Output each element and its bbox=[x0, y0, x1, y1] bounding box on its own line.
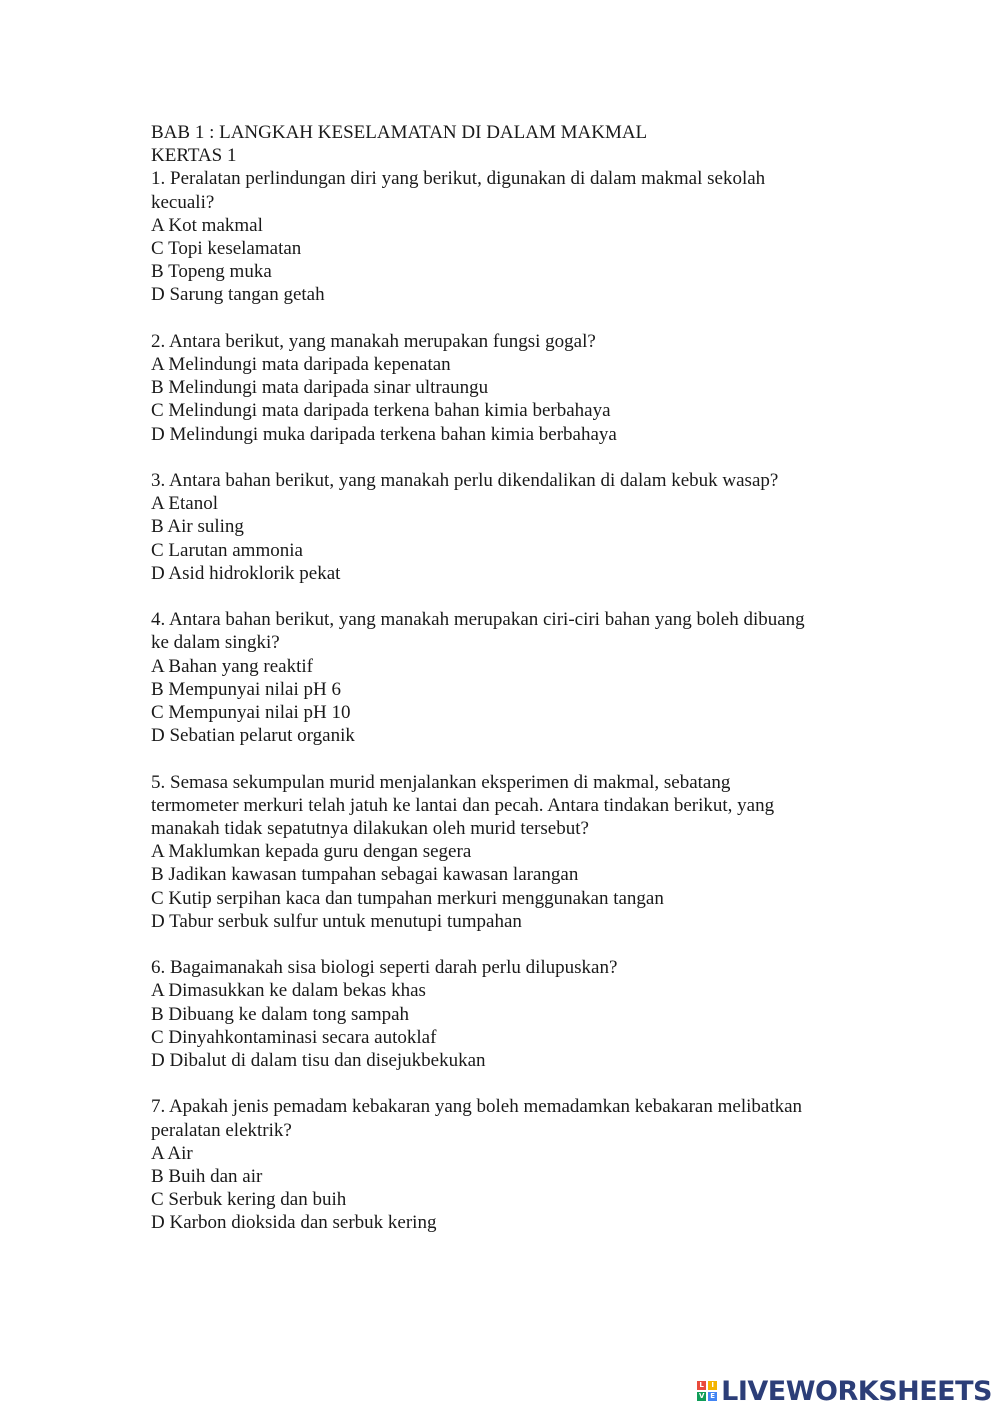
answer-option: D Melindungi muka daripada terkena bahan kimia berbahaya bbox=[151, 423, 617, 445]
answer-option: C Dinyahkontaminasi secara autoklaf bbox=[151, 1026, 437, 1048]
answer-option: D Sarung tangan getah bbox=[151, 284, 325, 306]
question-5 bbox=[151, 771, 871, 933]
answer-option: A Air bbox=[151, 1142, 193, 1164]
document-title: BAB 1 : LANGKAH KESELAMATAN DI DALAM MAKMAL bbox=[151, 122, 648, 143]
document-subtitle: KERTAS 1 bbox=[151, 145, 237, 167]
answer-option: D Tabur serbuk sulfur untuk menutupi tumpahan bbox=[151, 910, 522, 932]
answer-option: A Melindungi mata daripada kepenatan bbox=[151, 354, 451, 376]
worksheet-document bbox=[151, 121, 871, 1258]
answer-option: A Bahan yang reaktif bbox=[151, 655, 313, 677]
logo-letter: L bbox=[697, 1381, 706, 1390]
question-text-line: 1. Peralatan perlindungan diri yang berikut, digunakan di dalam makmal sekolah bbox=[151, 168, 766, 190]
question-4 bbox=[151, 608, 871, 747]
answer-option: C Topi keselamatan bbox=[151, 238, 302, 260]
answer-option: C Larutan ammonia bbox=[151, 539, 303, 561]
question-text-line: 6. Bagaimanakah sisa biologi seperti darah perlu dilupuskan? bbox=[151, 957, 618, 979]
question-text-line: ke dalam singki? bbox=[151, 632, 280, 654]
answer-option: D Sebatian pelarut organik bbox=[151, 725, 355, 747]
question-text bbox=[151, 771, 871, 841]
logo-letter: I bbox=[708, 1381, 717, 1390]
question-text-line: peralatan elektrik? bbox=[151, 1119, 292, 1141]
answer-option: C Melindungi mata daripada terkena bahan kimia berbahaya bbox=[151, 400, 611, 422]
question-text-line: 2. Antara berikut, yang manakah merupakan fungsi gogal? bbox=[151, 330, 596, 352]
question-text bbox=[151, 330, 871, 353]
answer-option: D Dibalut di dalam tisu dan disejukbekukan bbox=[151, 1050, 486, 1072]
answer-option: B Buih dan air bbox=[151, 1166, 263, 1188]
liveworksheets-logo-icon bbox=[697, 1381, 717, 1401]
logo-letter: V bbox=[698, 1392, 705, 1400]
answer-option: C Serbuk kering dan buih bbox=[151, 1189, 347, 1211]
question-7 bbox=[151, 1095, 871, 1234]
question-2 bbox=[151, 330, 871, 446]
answer-option: A Etanol bbox=[151, 493, 219, 515]
answer-option: D Karbon dioksida dan serbuk kering bbox=[151, 1212, 437, 1234]
logo-letter: E bbox=[708, 1392, 717, 1401]
question-text-line: 3. Antara bahan berikut, yang manakah perlu dikendalikan di dalam kebuk wasap? bbox=[151, 470, 779, 492]
answer-option: B Jadikan kawasan tumpahan sebagai kawasan larangan bbox=[151, 864, 579, 886]
question-text-line: termometer merkuri telah jatuh ke lantai dan pecah. Antara tindakan berikut, yang bbox=[151, 794, 775, 816]
answer-option: B Melindungi mata daripada sinar ultraungu bbox=[151, 377, 489, 399]
question-text bbox=[151, 956, 871, 979]
question-1 bbox=[151, 167, 871, 306]
question-list bbox=[151, 167, 871, 1234]
question-text-line: kecuali? bbox=[151, 191, 215, 213]
answer-option: B Mempunyai nilai pH 6 bbox=[151, 678, 341, 700]
question-text bbox=[151, 1095, 871, 1141]
question-text bbox=[151, 469, 871, 492]
answer-option: C Kutip serpihan kaca dan tumpahan merkuri menggunakan tangan bbox=[151, 887, 664, 909]
answer-option: B Topeng muka bbox=[151, 261, 272, 283]
liveworksheets-brand bbox=[697, 1377, 992, 1405]
question-text-line: 4. Antara bahan berikut, yang manakah merupakan ciri-ciri bahan yang boleh dibuang bbox=[151, 609, 805, 631]
question-text bbox=[151, 608, 871, 654]
brand-text: LIVEWORKSHEETS bbox=[721, 1375, 992, 1407]
answer-option: A Maklumkan kepada guru dengan segera bbox=[151, 841, 472, 863]
answer-option: C Mempunyai nilai pH 10 bbox=[151, 702, 351, 724]
answer-option: A Dimasukkan ke dalam bekas khas bbox=[151, 980, 426, 1002]
question-text bbox=[151, 167, 871, 213]
question-6 bbox=[151, 956, 871, 1072]
question-text-line: 5. Semasa sekumpulan murid menjalankan eksperimen di makmal, sebatang bbox=[151, 771, 731, 793]
answer-option: D Asid hidroklorik pekat bbox=[151, 562, 341, 584]
question-3 bbox=[151, 469, 871, 585]
answer-option: B Air suling bbox=[151, 516, 244, 538]
question-text-line: manakah tidak sepatutnya dilakukan oleh murid tersebut? bbox=[151, 818, 589, 840]
answer-option: A Kot makmal bbox=[151, 214, 263, 236]
question-text-line: 7. Apakah jenis pemadam kebakaran yang boleh memadamkan kebakaran melibatkan bbox=[151, 1096, 803, 1118]
answer-option: B Dibuang ke dalam tong sampah bbox=[151, 1003, 410, 1025]
